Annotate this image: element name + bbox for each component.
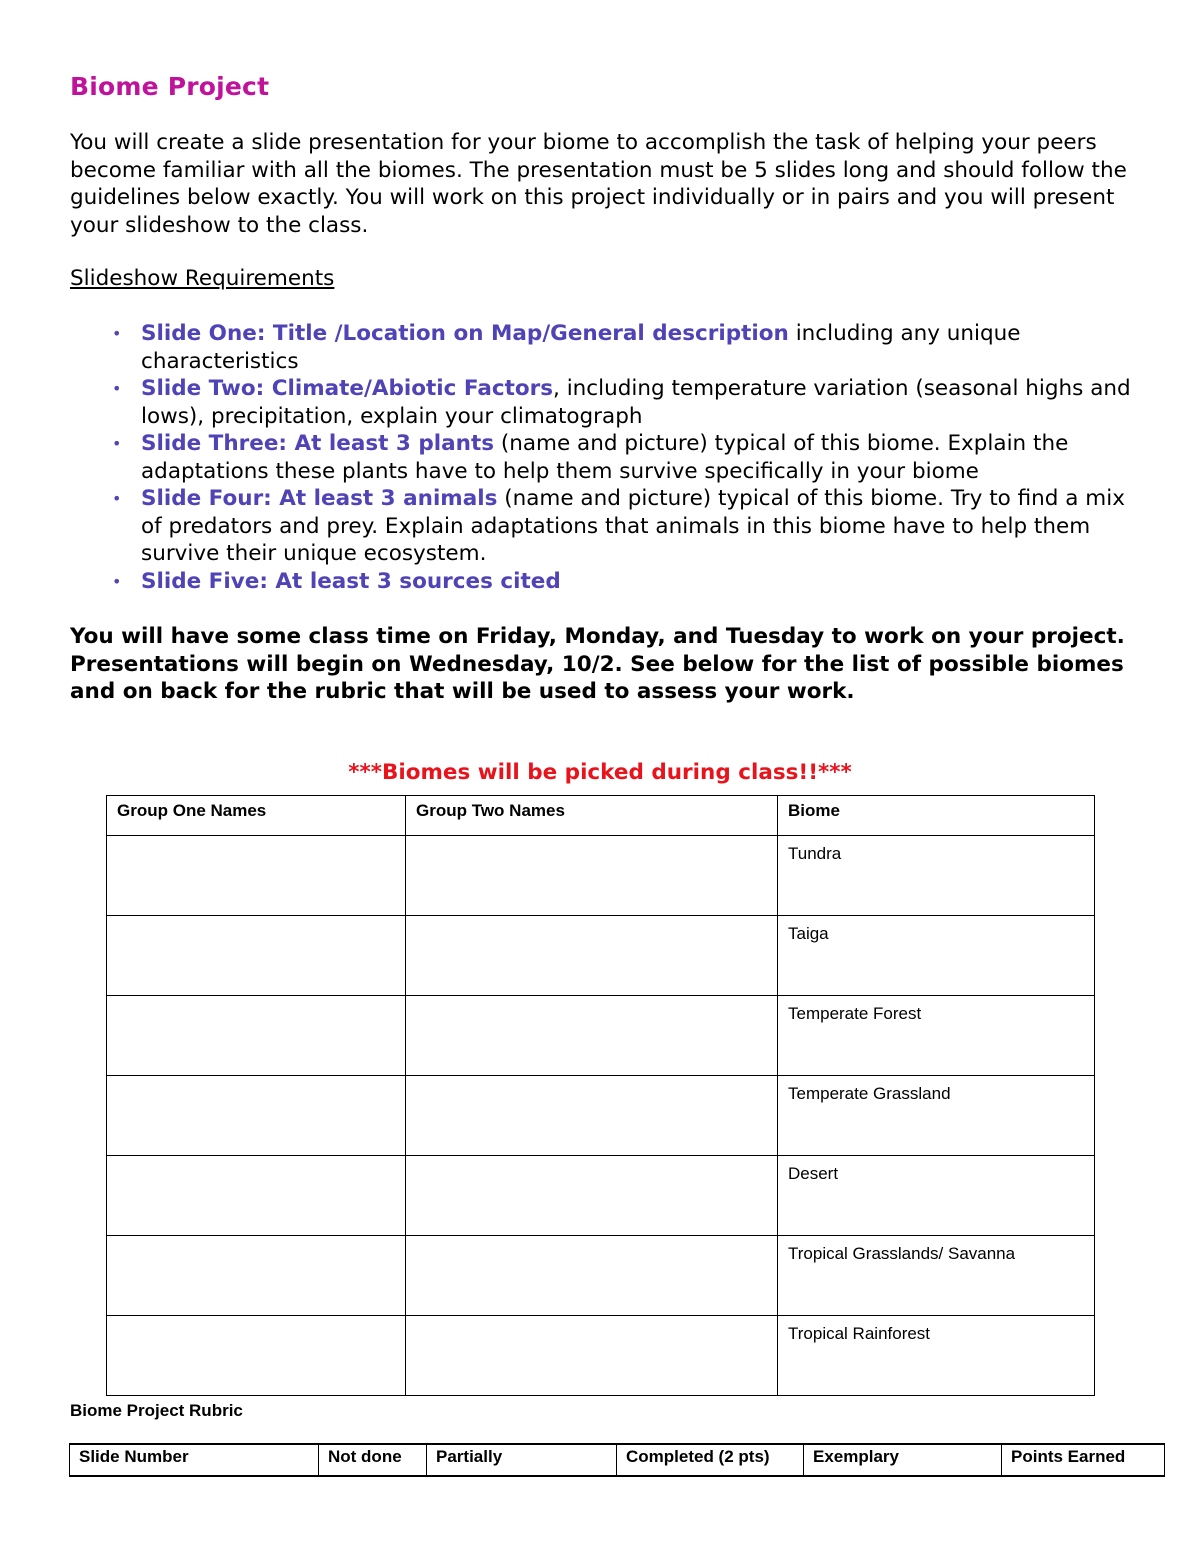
requirement-item [70,568,1140,596]
biome-cell: Taiga [778,916,1095,996]
group-one-cell[interactable] [107,996,406,1076]
bullet-icon: • [112,324,122,343]
header-group-two: Group Two Names [406,796,778,836]
rubric-header-row [70,1444,1165,1476]
rubric-header-completed: Completed (2 pts) [617,1444,804,1476]
group-two-cell[interactable] [406,1156,778,1236]
group-one-cell[interactable] [107,1236,406,1316]
biome-cell: Temperate Forest [778,996,1095,1076]
group-one-cell[interactable] [107,1316,406,1396]
bullet-icon: • [112,379,122,398]
picked-note: ***Biomes will be picked during class!!*** [348,760,852,785]
group-two-cell[interactable] [406,996,778,1076]
group-two-cell[interactable] [406,916,778,996]
group-two-cell[interactable] [406,1236,778,1316]
group-one-cell[interactable] [107,916,406,996]
header-group-one: Group One Names [107,796,406,836]
requirement-lead: Slide Five: At least 3 sources cited [141,568,561,594]
requirement-lead: Slide One: Title /Location on Map/General description [141,321,789,346]
requirement-detail: (name and picture) typical of this biome. Try to find a mix of predators and prey. Explain adaptations that animals in this biome have to help them survive their unique ecosystem. [141,486,1125,566]
group-one-cell[interactable] [107,1156,406,1236]
table-row [107,916,1095,996]
group-one-cell[interactable] [107,1076,406,1156]
requirement-item [70,485,1140,568]
document-title: Biome Project [70,72,270,101]
bullet-icon: • [112,571,122,591]
rubric-header-slide-number: Slide Number [70,1444,319,1476]
biome-cell: Desert [778,1156,1095,1236]
requirement-detail: , including temperature variation (seasonal highs and lows), precipitation, explain your climatograph [141,376,1131,429]
biome-cell: Tundra [778,836,1095,916]
table-row [107,1076,1095,1156]
rubric-header-partially: Partially [427,1444,617,1476]
rubric-header-not-done: Not done [319,1444,427,1476]
requirement-item [70,430,1140,485]
group-two-cell[interactable] [406,836,778,916]
requirement-lead: Slide Four: At least 3 animals [141,486,498,511]
biome-cell: Tropical Grasslands/ Savanna [778,1236,1095,1316]
bullet-icon: • [112,489,122,508]
table-row [107,1236,1095,1316]
table-row [107,836,1095,916]
biome-cell: Tropical Rainforest [778,1316,1095,1396]
group-one-cell[interactable] [107,836,406,916]
rubric-header-points-earned: Points Earned [1002,1444,1165,1476]
rubric-header-exemplary: Exemplary [804,1444,1002,1476]
requirement-item [70,375,1140,430]
requirement-item [70,320,1140,375]
schedule-notice: You will have some class time on Friday, Monday, and Tuesday to work on your project. Presentations will begin on Wednesday, 10/2. See below for the list of possible biomes and on back for the rubric that will be used to assess your work. [70,624,1125,704]
rubric-table [69,1443,1165,1477]
group-two-cell[interactable] [406,1076,778,1156]
biome-table [106,795,1095,1396]
group-two-cell[interactable] [406,1316,778,1396]
requirement-lead: Slide Two: Climate/Abiotic Factors [141,376,554,401]
table-row [107,996,1095,1076]
requirement-lead: Slide Three: At least 3 plants [141,431,495,456]
requirement-detail: including any unique characteristics [141,321,1021,374]
header-biome: Biome [778,796,1095,836]
requirements-list [70,320,1140,595]
intro-paragraph: You will create a slide presentation for your biome to accomplish the task of helping your peers become familiar with all the biomes. The presentation must be 5 slides long and should follow the guidelines below exactly. You will work on this project individually or in pairs and you will present your slideshow to the class. [70,130,1127,238]
requirements-heading: Slideshow Requirements [70,266,335,291]
bullet-icon: • [112,434,122,453]
table-row [107,1156,1095,1236]
requirement-detail: (name and picture) typical of this biome. Explain the adaptations these plants have to help them survive specifically in your biome [141,431,1069,484]
table-header-row [107,796,1095,836]
biome-cell: Temperate Grassland [778,1076,1095,1156]
rubric-title: Biome Project Rubric [70,1401,243,1420]
table-row [107,1316,1095,1396]
